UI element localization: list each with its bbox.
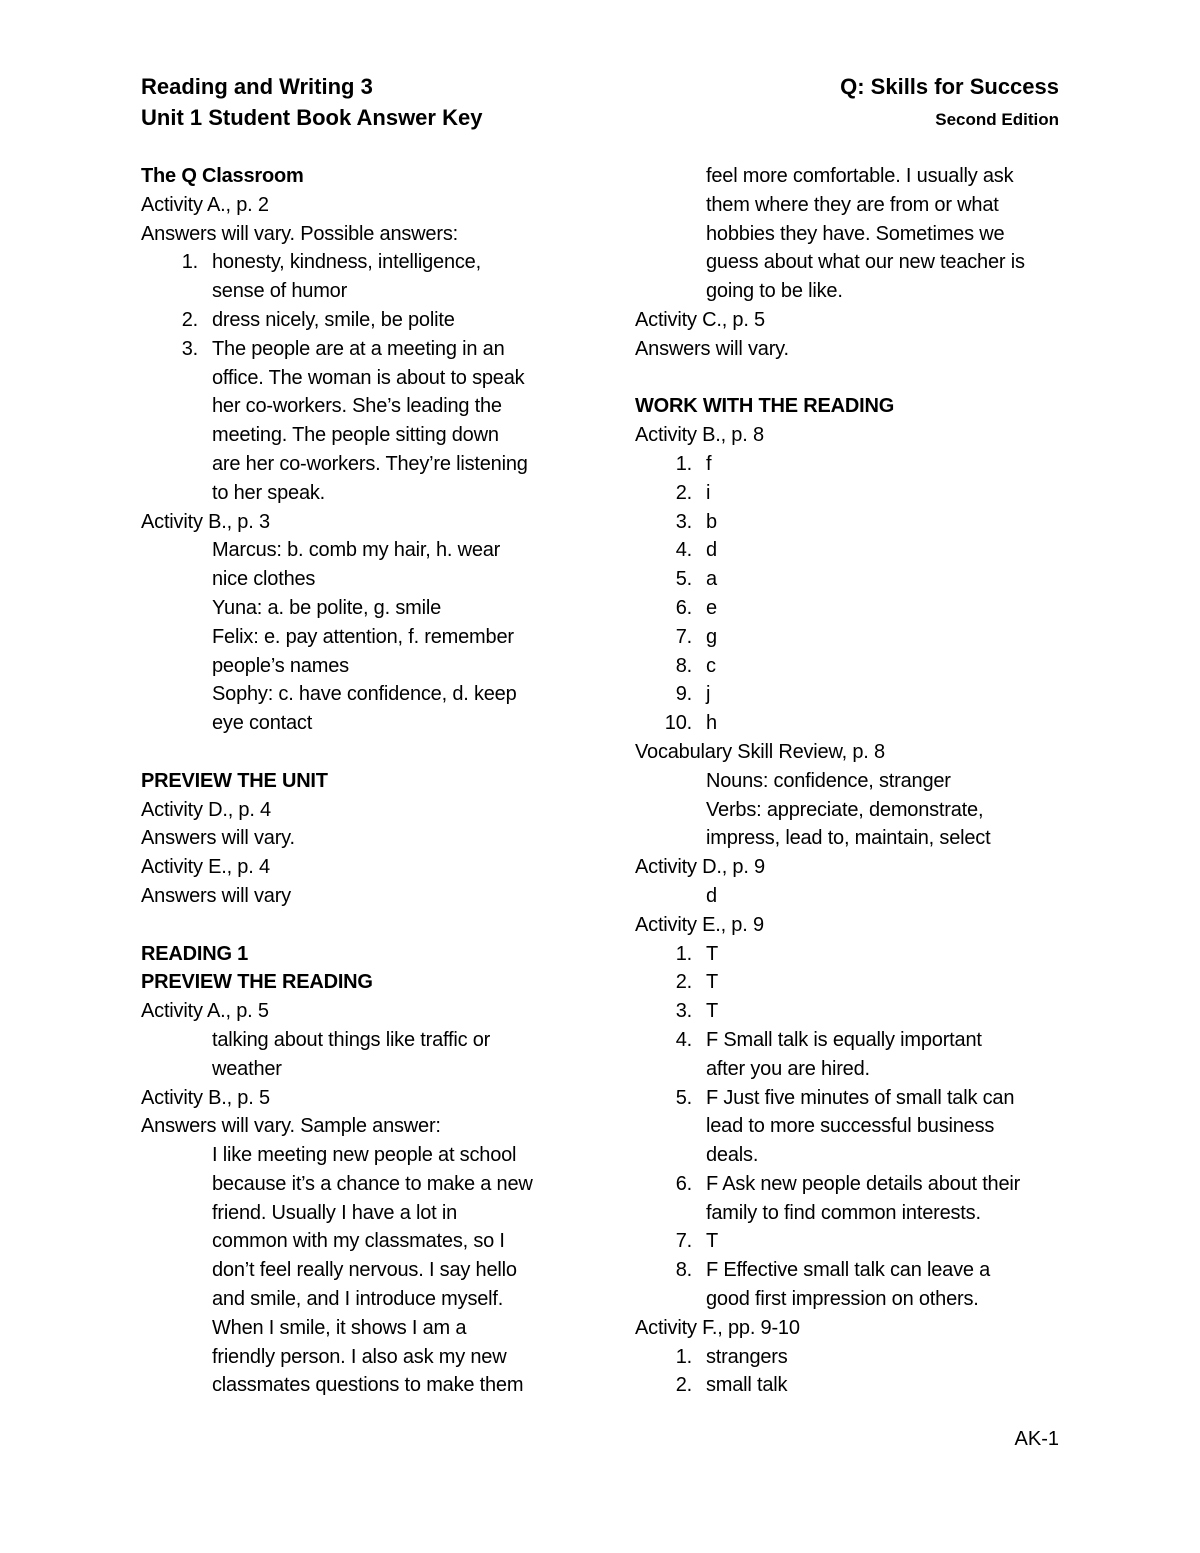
answer-text: Answers will vary <box>141 884 291 907</box>
item-number: 2. <box>675 1374 692 1397</box>
item-text-cont: office. The woman is about to speak <box>212 366 525 389</box>
answer-text: Answers will vary. Sample answer: <box>141 1115 441 1138</box>
list-item <box>141 248 581 277</box>
answer-text: Answers will vary. <box>635 337 789 360</box>
item-text: small talk <box>706 1374 788 1397</box>
section-heading: WORK WITH THE READING <box>635 395 895 418</box>
activity-label: Activity E., p. 4 <box>141 856 270 879</box>
answer-line: weather <box>212 1057 282 1080</box>
activity-label: Activity A., p. 2 <box>141 193 269 216</box>
answer-line: Nouns: confidence, stranger <box>706 769 951 792</box>
item-text: T <box>706 942 719 965</box>
section-heading: PREVIEW THE UNIT <box>141 769 328 792</box>
list-item <box>141 335 581 364</box>
item-text-cont: sense of humor <box>212 280 348 303</box>
item-number: 2. <box>675 971 692 994</box>
item-text-cont: lead to more successful business <box>706 1115 995 1138</box>
item-number: 10. <box>664 712 692 735</box>
list-item <box>635 508 1085 537</box>
list-item <box>635 1084 1085 1113</box>
item-number: 1. <box>675 1345 692 1368</box>
list-item <box>635 1170 1085 1199</box>
edition-label: Second Edition <box>935 110 1059 129</box>
answer-line: When I smile, it shows I am a <box>212 1316 467 1339</box>
item-text: The people are at a meeting in an <box>212 337 505 360</box>
list-item <box>635 1026 1085 1055</box>
list-item <box>635 652 1085 681</box>
item-text: F Effective small talk can leave a <box>706 1259 991 1282</box>
item-text: c <box>706 654 716 677</box>
answer-line: because it’s a chance to make a new <box>212 1172 533 1195</box>
item-number: 4. <box>675 1028 692 1051</box>
item-number: 1. <box>675 452 692 475</box>
section-heading: The Q Classroom <box>141 165 304 187</box>
answer-line: impress, lead to, maintain, select <box>706 827 991 850</box>
item-text: F Just five minutes of small talk can <box>706 1086 1015 1109</box>
answer-line: friendly person. I also ask my new <box>212 1345 507 1368</box>
list-item <box>635 479 1085 508</box>
item-number: 2. <box>181 308 198 331</box>
item-text-cont: good first impression on others. <box>706 1288 979 1311</box>
answer-line: eye contact <box>212 712 313 735</box>
item-text: e <box>706 596 717 619</box>
page-number: AK-1 <box>1014 1428 1059 1450</box>
item-number: 4. <box>675 539 692 562</box>
activity-label: Vocabulary Skill Review, p. 8 <box>635 740 885 763</box>
spacer <box>141 738 581 767</box>
item-number: 5. <box>675 568 692 591</box>
answer-line: common with my classmates, so I <box>212 1230 505 1253</box>
item-number: 8. <box>675 1259 692 1282</box>
activity-label: Activity D., p. 4 <box>141 798 271 821</box>
answer-text: Answers will vary. Possible answers: <box>141 222 458 245</box>
activity-label: Activity D., p. 9 <box>635 856 765 879</box>
item-text: F Small talk is equally important <box>706 1028 982 1051</box>
activity-label: Activity B., p. 5 <box>141 1086 270 1109</box>
item-text: g <box>706 625 717 648</box>
item-text-cont: are her co-workers. They’re listening <box>212 452 528 475</box>
item-text: h <box>706 712 717 735</box>
answer-line: Yuna: a. be polite, g. smile <box>212 596 441 619</box>
item-text-cont: deals. <box>706 1144 759 1167</box>
item-number: 9. <box>675 683 692 706</box>
item-text-cont: meeting. The people sitting down <box>212 424 499 447</box>
series-title: Q: Skills for Success <box>840 74 1059 99</box>
item-number: 3. <box>675 510 692 533</box>
item-text: a <box>706 568 717 591</box>
list-item <box>635 1371 1085 1400</box>
answer-line: them where they are from or what <box>706 193 999 216</box>
list-item <box>635 623 1085 652</box>
answer-line: classmates questions to make them <box>212 1374 524 1397</box>
list-item <box>635 1343 1085 1372</box>
item-text: T <box>706 1000 719 1023</box>
list-item <box>635 940 1085 969</box>
activity-label: Activity C., p. 5 <box>635 308 765 331</box>
item-text-cont: after you are hired. <box>706 1057 870 1080</box>
answer-line: going to be like. <box>706 280 843 303</box>
item-number: 8. <box>675 654 692 677</box>
answer-line: talking about things like traffic or <box>212 1028 491 1051</box>
answer-line: nice clothes <box>212 568 316 591</box>
activity-label: Activity A., p. 5 <box>141 1000 269 1023</box>
item-text: i <box>706 481 711 504</box>
list-item <box>141 306 581 335</box>
item-text: T <box>706 971 719 994</box>
list-item <box>635 450 1085 479</box>
item-number: 3. <box>181 337 198 360</box>
item-number: 1. <box>181 251 198 274</box>
list-item <box>635 709 1085 738</box>
spacer <box>635 364 1085 393</box>
item-text-cont: her co-workers. She’s leading the <box>212 395 502 418</box>
list-item <box>635 536 1085 565</box>
section-heading: READING 1 <box>141 942 249 965</box>
item-number: 7. <box>675 1230 692 1253</box>
item-text-cont: to her speak. <box>212 481 326 504</box>
answer-line: people’s names <box>212 654 349 677</box>
answer-line: don’t feel really nervous. I say hello <box>212 1259 517 1282</box>
activity-label: Activity F., pp. 9-10 <box>635 1316 800 1339</box>
list-item <box>635 968 1085 997</box>
course-title: Reading and Writing 3 <box>141 74 373 99</box>
answer-line: friend. Usually I have a lot in <box>212 1201 458 1224</box>
answer-line: Sophy: c. have confidence, d. keep <box>212 683 517 706</box>
item-text: f <box>706 452 712 475</box>
answer-line: hobbies they have. Sometimes we <box>706 222 1005 245</box>
item-text: T <box>706 1230 719 1253</box>
list-item <box>635 997 1085 1026</box>
item-text: honesty, kindness, intelligence, <box>212 251 481 274</box>
section-heading: PREVIEW THE READING <box>141 971 373 994</box>
activity-label: Activity B., p. 3 <box>141 510 270 533</box>
item-number: 7. <box>675 625 692 648</box>
answer-line: Marcus: b. comb my hair, h. wear <box>212 539 501 562</box>
list-item <box>635 680 1085 709</box>
list-item <box>635 594 1085 623</box>
answer-line: Verbs: appreciate, demonstrate, <box>706 798 984 821</box>
item-text: dress nicely, smile, be polite <box>212 308 455 331</box>
right-column <box>635 162 1085 1400</box>
answer-key-title: Unit 1 Student Book Answer Key <box>141 105 483 130</box>
item-text: d <box>706 539 717 562</box>
answer-line: d <box>706 884 717 907</box>
item-text: F Ask new people details about their <box>706 1172 1021 1195</box>
answer-line: feel more comfortable. I usually ask <box>706 165 1014 187</box>
activity-label: Activity E., p. 9 <box>635 913 764 936</box>
answer-text: Answers will vary. <box>141 827 295 850</box>
list-item <box>635 1227 1085 1256</box>
item-number: 6. <box>675 1172 692 1195</box>
spacer <box>141 911 581 940</box>
answer-line: guess about what our new teacher is <box>706 251 1025 274</box>
item-number: 2. <box>675 481 692 504</box>
item-number: 1. <box>675 942 692 965</box>
item-number: 5. <box>675 1086 692 1109</box>
item-number: 3. <box>675 1000 692 1023</box>
list-item <box>635 1256 1085 1285</box>
activity-label: Activity B., p. 8 <box>635 424 764 447</box>
left-column <box>141 162 581 1400</box>
item-text-cont: family to find common interests. <box>706 1201 981 1224</box>
answer-line: Felix: e. pay attention, f. remember <box>212 625 514 648</box>
answer-line: I like meeting new people at school <box>212 1144 517 1167</box>
answer-line: and smile, and I introduce myself. <box>212 1288 504 1311</box>
item-text: strangers <box>706 1345 788 1368</box>
item-text: j <box>706 683 711 706</box>
item-text: b <box>706 510 717 533</box>
item-number: 6. <box>675 596 692 619</box>
list-item <box>635 565 1085 594</box>
